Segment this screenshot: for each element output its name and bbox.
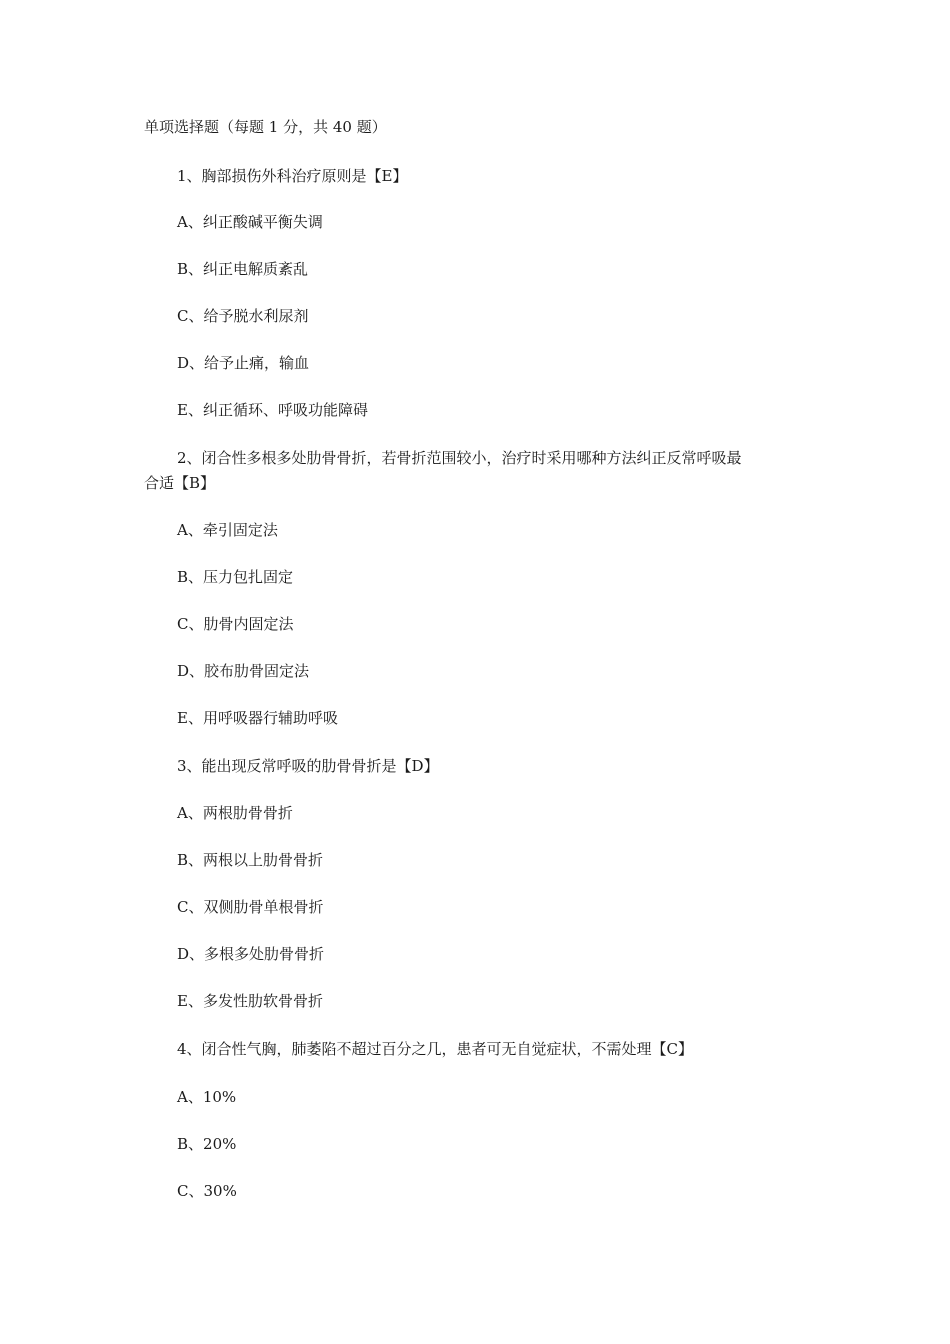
question-2-option-b: B、压力包扎固定 xyxy=(177,568,294,586)
question-3-option-e: E、多发性肋软骨骨折 xyxy=(177,992,323,1010)
question-1-option-c: C、给予脱水利尿剂 xyxy=(177,307,309,325)
question-1-option-d: D、给予止痛，输血 xyxy=(177,354,310,372)
question-4-option-b: B、20% xyxy=(177,1135,237,1153)
question-1-option-a: A、纠正酸碱平衡失调 xyxy=(177,213,323,231)
question-2-option-c: C、肋骨内固定法 xyxy=(177,615,294,633)
question-2-stem-line-1: 2、闭合性多根多处肋骨骨折，若骨折范围较小，治疗时采用哪种方法纠正反常呼吸最 xyxy=(177,449,742,467)
question-2-option-d: D、胶布肋骨固定法 xyxy=(177,662,310,680)
question-3-option-d: D、多根多处肋骨骨折 xyxy=(177,945,325,963)
question-1-option-b: B、纠正电解质紊乱 xyxy=(177,260,309,278)
section-title: 单项选择题（每题 1 分，共 40 题） xyxy=(144,118,387,136)
question-2-option-e: E、用呼吸器行辅助呼吸 xyxy=(177,709,338,727)
question-3-stem: 3、能出现反常呼吸的肋骨骨折是【D】 xyxy=(177,757,439,775)
question-4-option-a: A、10% xyxy=(177,1088,237,1106)
question-2-option-a: A、牵引固定法 xyxy=(177,521,278,539)
question-3-option-c: C、双侧肋骨单根骨折 xyxy=(177,898,324,916)
question-3-option-a: A、两根肋骨骨折 xyxy=(177,804,293,822)
question-4-option-c: C、30% xyxy=(177,1182,237,1200)
question-2-stem-line-2: 合适【B】 xyxy=(144,474,216,492)
question-3-option-b: B、两根以上肋骨骨折 xyxy=(177,851,324,869)
question-1-option-e: E、纠正循环、呼吸功能障碍 xyxy=(177,401,368,419)
question-4-stem: 4、闭合性气胸，肺萎陷不超过百分之几，患者可无自觉症状，不需处理【C】 xyxy=(177,1040,694,1058)
question-1-stem: 1、胸部损伤外科治疗原则是【E】 xyxy=(177,167,408,185)
